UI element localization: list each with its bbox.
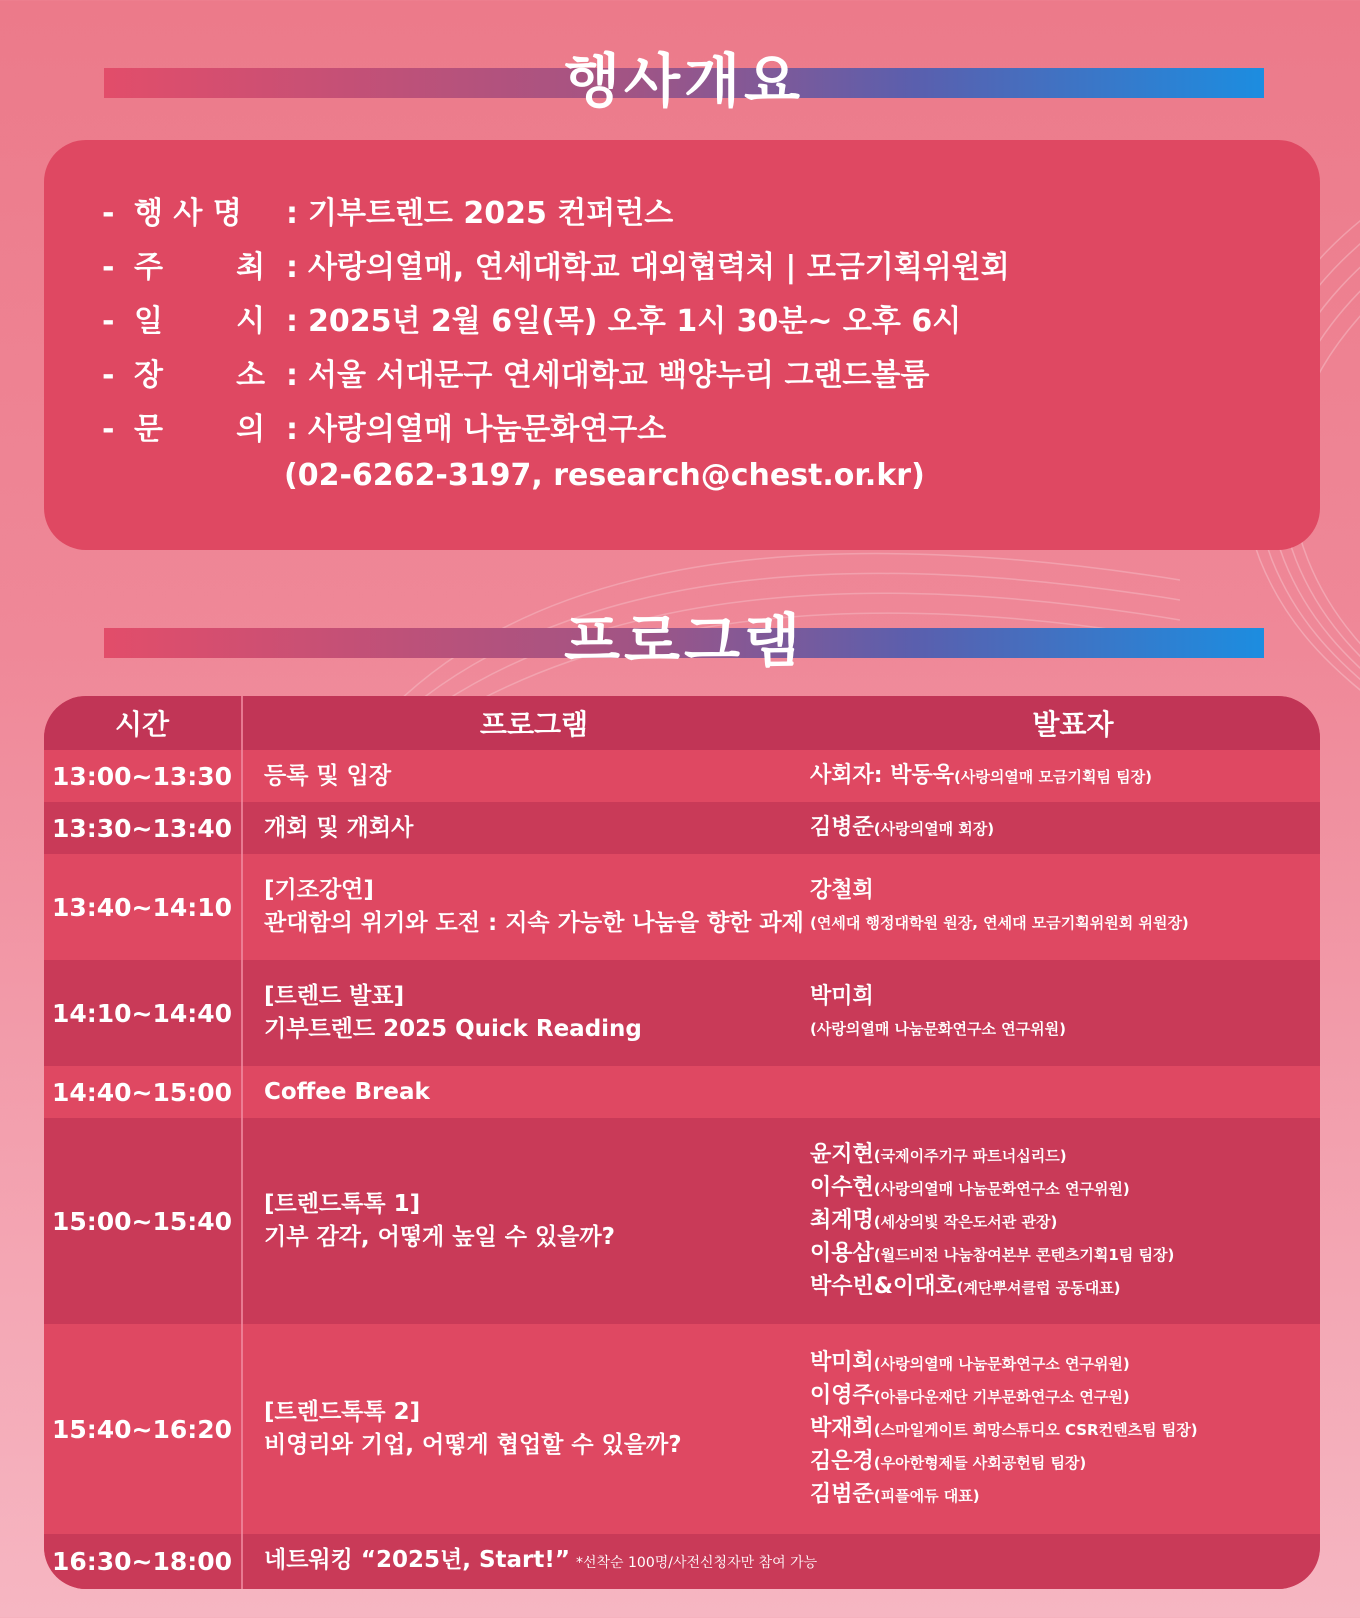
speaker-name: 김은경	[810, 1448, 874, 1474]
row-time: 13:40~14:10	[51, 892, 233, 922]
speaker-name: 윤지현	[810, 1141, 874, 1167]
speaker-name: 박수빈&이대호	[810, 1273, 957, 1299]
overview-row-venue: - 장 소 : 서울 서대문구 연세대학교 백양누리 그랜드볼룸	[102, 358, 930, 393]
table-row	[44, 854, 1320, 960]
speaker-role: (사랑의열매 나눔문화연구소 연구위원)	[873, 1179, 1130, 1198]
program-title: 프로그램	[563, 607, 805, 675]
speaker-name: 김범준	[810, 1481, 874, 1507]
speaker-name: 박미희	[810, 1349, 874, 1375]
speaker-name: 사회자: 박동욱	[810, 762, 954, 788]
header-program: 프로그램	[479, 708, 589, 741]
table-row	[44, 802, 1320, 854]
row-program-title: 비영리와 기업, 어떻게 협업할 수 있을까?	[264, 1432, 682, 1458]
speaker-name: 이수현	[810, 1174, 874, 1200]
overview-value: 사랑의열매 나눔문화연구소	[308, 412, 667, 447]
overview-value: 서울 서대문구 연세대학교 백양누리 그랜드볼룸	[308, 358, 930, 393]
overview-title: 행사개요	[563, 47, 805, 115]
speaker-name: 김병준	[810, 814, 874, 840]
row-program-title: 기부 감각, 어떻게 높일 수 있을까?	[264, 1224, 615, 1250]
speaker-role: (연세대 행정대학원 원장, 연세대 모금기획위원회 위원장)	[810, 914, 1189, 932]
speaker-role: (월드비전 나눔참여본부 콘텐츠기획1팀 팀장)	[873, 1245, 1175, 1264]
row-program: Coffee Break	[264, 1078, 430, 1105]
table-row	[44, 1118, 1320, 1324]
speaker-name: 강철희	[810, 878, 874, 903]
overview-box	[44, 140, 1320, 550]
row-note: *선착순 100명/사전신청자만 참여 가능	[576, 1554, 818, 1571]
speaker-role: (세상의빛 작은도서관 관장)	[873, 1212, 1058, 1231]
speaker-name: 이영주	[810, 1382, 874, 1408]
row-program: 네트워킹 “2025년, Start!”	[264, 1546, 570, 1573]
row-program-title: 관대함의 위기와 도전 : 지속 가능한 나눔을 향한 과제	[264, 910, 804, 936]
row-program: 개회 및 개회사	[264, 814, 414, 841]
overview-contact-detail: (02-6262-3197, research@chest.or.kr)	[284, 458, 925, 493]
overview-heading	[104, 34, 1264, 130]
row-time: 14:40~15:00	[51, 1077, 233, 1107]
row-time: 13:00~13:30	[51, 761, 233, 791]
overview-value: 2025년 2월 6일(목) 오후 1시 30분~ 오후 6시	[308, 304, 962, 339]
speaker-role: (아름다운재단 기부문화연구소 연구원)	[873, 1387, 1130, 1406]
row-time: 16:30~18:00	[51, 1547, 233, 1576]
table-header-row	[44, 696, 1320, 750]
program-table	[44, 696, 1320, 1589]
table-row	[44, 1534, 1320, 1589]
speaker-role: (피플에듀 대표)	[873, 1486, 980, 1505]
table-row	[44, 1324, 1320, 1534]
table-row	[44, 1066, 1320, 1118]
speaker-name: 이용삼	[810, 1240, 874, 1266]
program-heading	[104, 594, 1264, 690]
header-time: 시간	[114, 708, 170, 741]
speaker-role: (국제이주기구 파트너십리드)	[873, 1146, 1067, 1165]
overview-value: 사랑의열매, 연세대학교 대외협력처 | 모금기획위원회	[308, 250, 1010, 285]
row-program-tag: [트렌드톡톡 1]	[264, 1191, 421, 1217]
row-program-title: 기부트렌드 2025 Quick Reading	[264, 1016, 642, 1042]
speaker-role: (우아한형제들 사회공헌팀 팀장)	[873, 1453, 1087, 1472]
overview-row-host: - 주 최 : 사랑의열매, 연세대학교 대외협력처 | 모금기획위원회	[102, 250, 1010, 285]
header-speaker: 발표자	[1032, 708, 1114, 741]
table-row	[44, 750, 1320, 802]
speaker-role: (스마일게이트 희망스튜디오 CSR컨텐츠팀 팀장)	[873, 1420, 1198, 1439]
row-program-tag: [기조강연]	[264, 877, 374, 903]
overview-row-name: - 행 사 명 : 기부트렌드 2025 컨퍼런스	[102, 196, 674, 231]
table-row	[44, 960, 1320, 1066]
speaker-role: (사랑의열매 나눔문화연구소 연구위원)	[810, 1020, 1066, 1038]
row-program-tag: [트렌드톡톡 2]	[264, 1399, 421, 1425]
overview-row-contact: - 문 의 : 사랑의열매 나눔문화연구소	[102, 412, 667, 447]
row-time: 15:00~15:40	[51, 1206, 233, 1236]
row-time: 13:30~13:40	[51, 813, 233, 843]
row-time: 15:40~16:20	[51, 1414, 233, 1444]
speaker-role: (사랑의열매 나눔문화연구소 연구위원)	[873, 1354, 1130, 1373]
speaker-name: 박미희	[810, 984, 874, 1009]
overview-row-date: - 일 시 : 2025년 2월 6일(목) 오후 1시 30분~ 오후 6시	[102, 304, 962, 339]
row-program-tag: [트렌드 발표]	[264, 983, 405, 1009]
overview-value: 기부트렌드 2025 컨퍼런스	[308, 196, 674, 231]
row-program: 등록 및 입장	[264, 762, 392, 789]
row-time: 14:10~14:40	[51, 998, 233, 1028]
speaker-role: (사랑의열매 모금기획팀 팀장)	[953, 767, 1153, 786]
column-divider	[241, 696, 243, 1589]
speaker-name: 최계명	[810, 1207, 874, 1233]
speaker-name: 박재희	[810, 1415, 874, 1441]
speaker-role: (사랑의열매 회장)	[873, 819, 995, 838]
speaker-role: (계단뿌셔클럽 공동대표)	[956, 1278, 1121, 1297]
